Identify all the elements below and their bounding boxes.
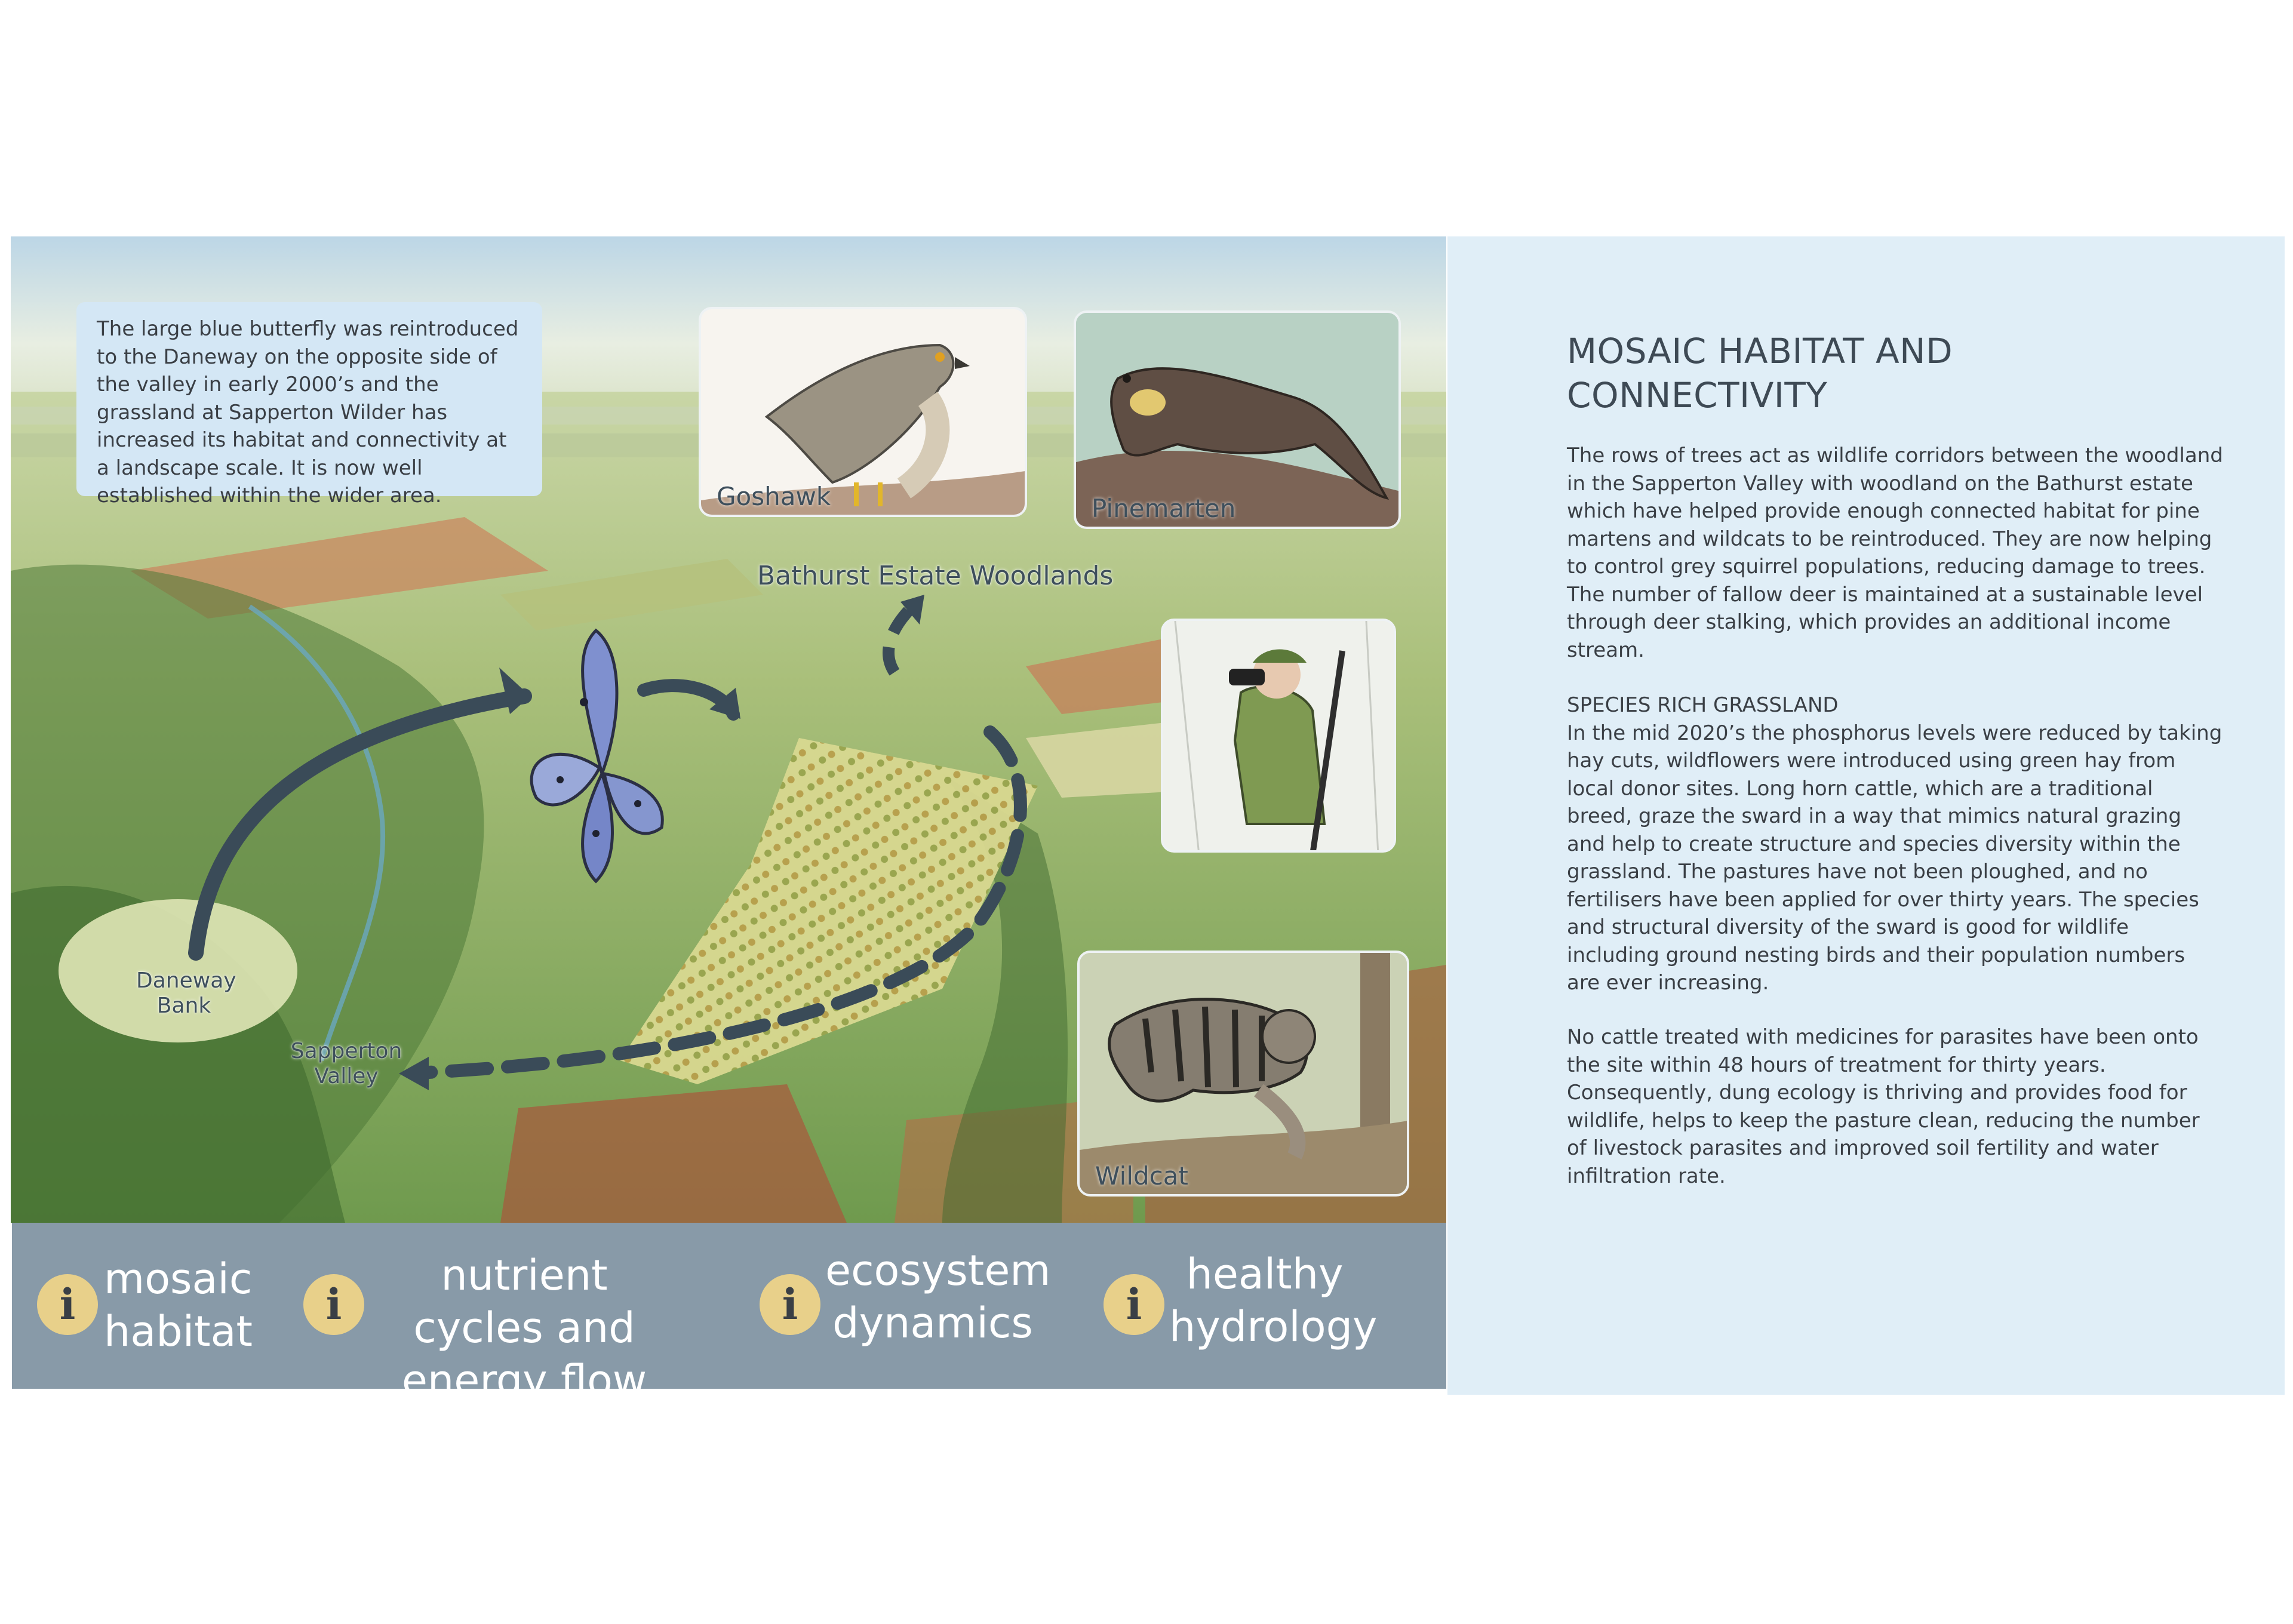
info-item-mosaic-habitat[interactable]: [24, 1223, 263, 1389]
wildcat-illustration: [1080, 953, 1409, 1197]
wildcat-label: Wildcat: [1095, 1161, 1188, 1191]
info-label: mosaic habitat: [104, 1254, 253, 1356]
paragraph-grassland: In the mid 2020’s the phosphorus levels were reduced by taking hay cuts, wildflowers were introduced using green hay from local donor sites. Long horn cattle, which are a traditional breed, graze the sward in a way that mimics natural grazing and help to create structure and species diversity within the grassland. The pastures have not been ploughed, and no fertilisers have been applied for over thirty years. The species and structural diversity of the sward is good for wildlife including ground nesting birds and their population numbers are ever increasing.: [1567, 721, 2223, 995]
info-icon[interactable]: i: [1104, 1274, 1164, 1335]
grassland-section: [1567, 691, 2224, 997]
intro-callout: [76, 302, 542, 508]
goshawk-card: [699, 307, 1027, 517]
wildcat-card: [1077, 951, 1409, 1197]
info-icon[interactable]: i: [760, 1274, 820, 1335]
text-panel: [1447, 236, 2285, 1395]
intro-text: The large blue butterfly was reintroduced to the Daneway on the opposite side of the valley in early 2000’s and the grassland at Sapperton Wilder has increased its habitat and connectivity at a landscape scale. It is now well established within the wider area.: [97, 317, 519, 508]
daneway-label: Daneway Bank: [136, 968, 236, 1018]
sapperton-label: Sapperton Valley: [290, 1039, 402, 1088]
paragraph-corridors: The rows of trees act as wildlife corridors between the woodland in the Sapperton Valley with woodland on the Bathurst estate which have helped provide enough connected habitat for pine martens and wildcats to be reintroduced. They are now helping to control grey squirrel populations, reducing damage to trees. The number of fallow deer is maintained at a sustainable level through deer stalking, which provides an additional income stream.: [1567, 444, 2223, 662]
info-icon[interactable]: i: [37, 1274, 98, 1335]
pinemarten-label: Pinemarten: [1092, 494, 1236, 523]
deer-stalker-illustration: [1163, 621, 1396, 853]
info-label: healthy hydrology: [1169, 1250, 1378, 1351]
info-item-nutrient-cycles[interactable]: [297, 1223, 715, 1405]
bathurst-label: Bathurst Estate Woodlands: [757, 561, 1114, 591]
info-icon[interactable]: i: [303, 1274, 364, 1335]
panel-title: MOSAIC HABITAT AND CONNECTIVITY: [1567, 331, 1953, 416]
info-label: nutrient cycles and energy flow: [401, 1251, 647, 1405]
goshawk-label: Goshawk: [717, 482, 831, 511]
info-bar: [12, 1223, 1446, 1405]
grassland-subheading: SPECIES RICH GRASSLAND: [1567, 693, 1839, 717]
info-item-ecosystem-dynamics[interactable]: [754, 1223, 1076, 1389]
pinemarten-card: [1074, 310, 1401, 529]
info-label: ecosystem dynamics: [825, 1246, 1051, 1348]
paragraph-dung-ecology: No cattle treated with medicines for parasites have been onto the site within 48 hours of treatment for thirty years. Consequently, dung ecology is thriving and provides food for wildlife, helps to keep the pasture clean, reducing the number of livestock parasites and improved soil fertility and water infiltration rate.: [1567, 1025, 2200, 1188]
info-item-healthy-hydrology[interactable]: [1098, 1223, 1432, 1389]
deer-stalker-card: [1161, 619, 1396, 853]
landscape-illustration: [11, 236, 1446, 1223]
